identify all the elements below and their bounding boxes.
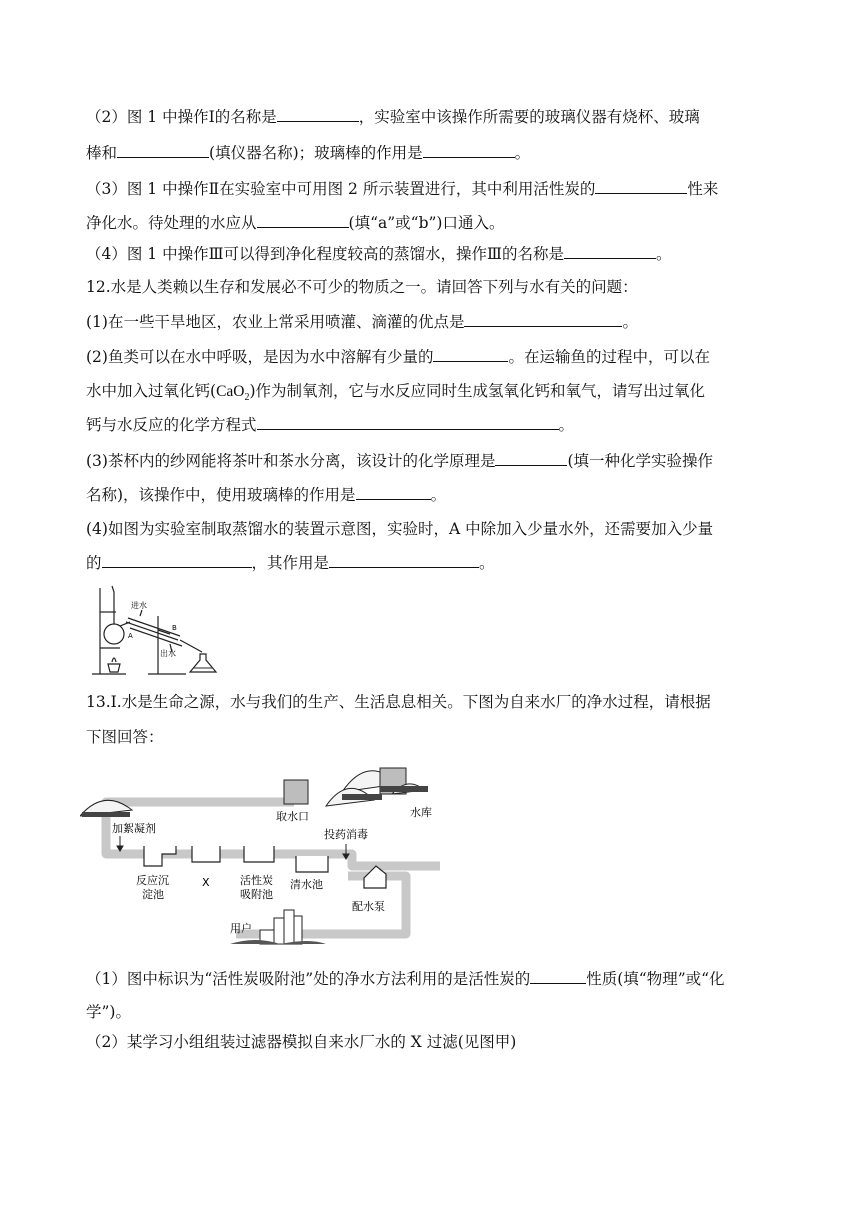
label-b: B [172,624,177,632]
answer-blank[interactable] [495,450,567,466]
settling-label-2: 淀池 [142,888,164,901]
pump-label: 配水泵 [352,900,385,913]
q12-part1: (1)在一些干旱地区，农业上常采用喷灌、滴灌的优点是 。 [86,313,638,331]
answer-blank[interactable] [595,178,687,194]
q12-part4-cont: 的 ，其作用是 。 [86,554,495,572]
answer-blank[interactable] [117,142,209,158]
q12-part2-eq: 钙与水反应的化学方程式 。 [86,416,575,434]
user-label: 用户 [230,922,252,935]
coagulant-label: 加絮凝剂 [112,822,156,835]
settling-label-1: 反应沉 [136,874,169,887]
q12-part4: (4)如图为实验室制取蒸馏水的装置示意图，实验时，A 中除加入少量水外，还需要加入少量 [86,520,714,538]
cao2-formula: CaO$_2$ [216,383,250,404]
distillation-apparatus-figure [86,582,226,678]
answer-blank[interactable] [356,484,431,500]
answer-blank[interactable] [564,243,656,259]
q13-part1: （1）图中标识为“活性炭吸附池”处的净水方法利用的是活性炭的 性质(填“物理”或“化 [86,970,725,988]
x-label: X [202,876,210,889]
answer-blank[interactable] [423,142,515,158]
clear-pool-label: 清水池 [290,878,323,891]
q11-part2: （2）图 1 中操作Ⅰ的名称是 ，实验室中该操作所需要的玻璃仪器有烧杯、玻璃 [86,108,700,126]
q13-part1-cont: 学”)。 [86,1003,131,1021]
carbon-label-2: 吸附池 [240,888,273,901]
answer-blank[interactable] [530,968,586,984]
carbon-label-1: 活性炭 [240,874,273,887]
q11-part3: （3）图 1 中操作Ⅱ在实验室中可用图 2 所示装置进行，其中利用活性炭的 性来 [86,180,719,198]
answer-blank[interactable] [277,106,359,122]
q12-part2: (2)鱼类可以在水中呼吸，是因为水中溶解有少量的 。在运输鱼的过程中，可以在 [86,348,710,366]
q11-part4: （4）图 1 中操作Ⅲ可以得到净化程度较高的蒸馏水，操作Ⅲ的名称是 。 [86,245,672,263]
label-a: A [128,632,133,640]
q13-part2: （2）某学习小组组装过滤器模拟自来水厂水的 X 过滤(见图甲) [86,1033,517,1051]
answer-blank[interactable] [329,552,479,568]
q11-part2-cont: 棒和 (填仪器名称)；玻璃棒的作用是 。 [86,144,531,162]
water-in-label: 进水 [131,601,147,610]
water-out-label: 出水 [160,649,176,658]
answer-blank[interactable] [433,346,508,362]
answer-blank[interactable] [257,414,559,430]
q13-stem-cont: 下图回答： [86,728,164,746]
disinfect-label: 投药消毒 [324,828,368,841]
q12-part2-cont: 水中加入过氧化钙(CaO$_2$)作为制氧剂，它与水反应同时生成氢氧化钙和氧气，请写出过氧化 [86,382,706,404]
intake-label: 取水口 [276,810,309,823]
q12-stem: 12.水是人类赖以生存和发展必不可少的物质之一。请回答下列与水有关的问题： [86,278,638,296]
q13-stem: 13.Ⅰ.水是生命之源，水与我们的生产、生活息息相关。下图为自来水厂的净水过程，请根据 [86,693,711,711]
water-plant-diagram [80,754,440,954]
q12-part3: (3)茶杯内的纱网能将茶叶和茶水分离，该设计的化学原理是 (填一种化学实验操作 [86,452,714,470]
q12-part3-cont: 名称)，该操作中，使用玻璃棒的作用是 。 [86,486,447,504]
answer-blank[interactable] [464,311,622,327]
answer-blank[interactable] [102,552,252,568]
answer-blank[interactable] [257,212,349,228]
reservoir-label: 水库 [410,806,432,819]
q11-part3-cont: 净化水。待处理的水应从 (填“a”或“b”)口通入。 [86,214,505,232]
